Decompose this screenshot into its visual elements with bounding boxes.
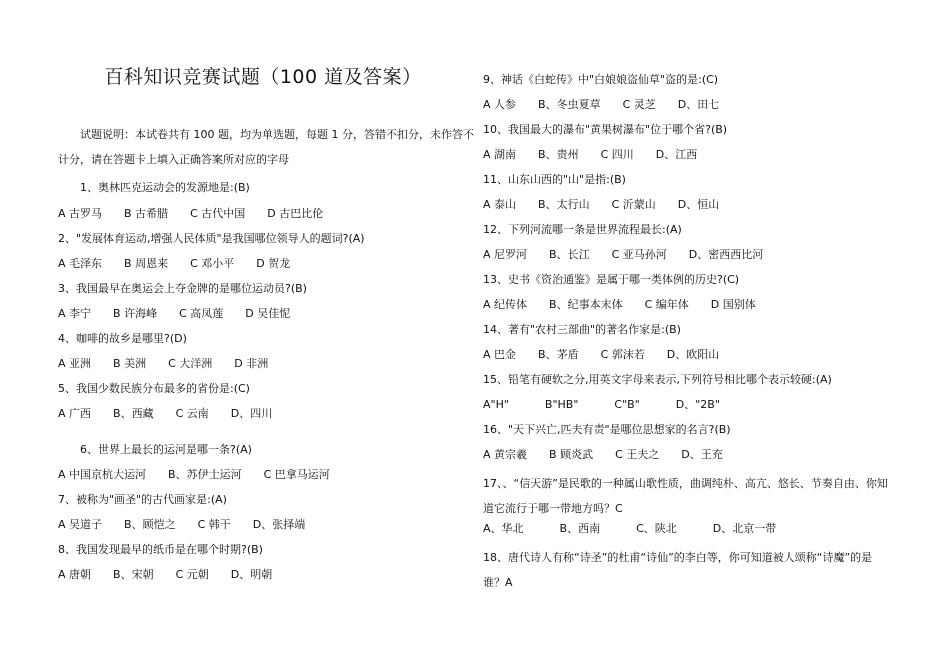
option: B、西南 [559,522,601,535]
option: A、华北 [483,522,524,535]
option: B、顾恺之 [124,518,176,531]
question-12: 12、下列河流哪一条是世界流程最长:(A) [483,223,682,236]
options-4 [58,357,290,371]
question-3: 3、我国最早在奥运会上夺金牌的是哪位运动员?(B) [58,282,307,295]
option: A 人参 [483,98,517,111]
options-16 [483,448,745,462]
option: B、西藏 [113,407,154,420]
question-11: 11、山东山西的"山"是指:(B) [483,173,626,186]
option: A 湖南 [483,148,517,161]
option: B、冬虫夏草 [538,98,601,111]
option: C 编年体 [644,298,689,311]
option: D、江西 [655,148,698,161]
option: A 李宁 [58,307,92,320]
option: A 亚洲 [58,357,92,370]
option: C 邓小平 [190,257,235,270]
option: A 中国京杭大运河 [58,468,147,481]
option: A 古罗马 [58,207,103,220]
option: D、"2B" [675,398,720,411]
option: A 泰山 [483,198,517,211]
option: C 云南 [175,407,209,420]
option: B、长江 [549,248,590,261]
question-1: 1、奥林匹克运动会的发源地是:(B) [80,181,250,194]
option: C 韩干 [197,518,231,531]
option: D、欧阳山 [666,348,720,361]
option: D、张择端 [252,518,306,531]
option: A 尼罗河 [483,248,528,261]
option: B 古希腊 [124,207,169,220]
option: C 亚马孙河 [611,248,667,261]
option: C 大洋洲 [168,357,213,370]
option: B 许海峰 [113,307,158,320]
option: B、茅盾 [538,348,579,361]
option: A 黄宗羲 [483,448,528,461]
option: B、贵州 [538,148,579,161]
options-7 [58,518,327,532]
option: D、王充 [681,448,723,461]
option: C 郭沫若 [600,348,645,361]
option: B、纪事本末体 [549,298,623,311]
option: D、明朝 [230,568,273,581]
option: D、恒山 [677,198,720,211]
question-6: 6、世界上最长的运河是哪一条?(A) [80,443,252,456]
options-10 [483,148,719,162]
option: B 顾炎武 [549,448,594,461]
option: B、苏伊士运河 [168,468,242,481]
option: C"B" [614,398,640,411]
question-13: 13、史书《资治通鉴》是属于哪一类体例的历史?(C) [483,273,740,286]
option: C 沂蒙山 [611,198,656,211]
options-1 [58,207,345,221]
option: D、田七 [677,98,720,111]
option: D、四川 [230,407,273,420]
question-9: 9、神话《白蛇传》中"白娘娘盗仙草"盗的是:(C) [483,73,719,86]
intro-text [58,122,478,172]
question-8: 8、我国发现最早的纸币是在哪个时期?(B) [58,543,263,556]
option: B 周恩来 [124,257,169,270]
option: D、密西西比河 [688,248,764,261]
option: A 广西 [58,407,92,420]
option: D 非洲 [234,357,269,370]
option: C 王夫之 [615,448,660,461]
options-17 [483,522,812,536]
question-14: 14、著有"农村三部曲"的著名作家是:(B) [483,323,681,336]
options-9 [483,98,741,112]
option: C 古代中国 [190,207,246,220]
option: C 四川 [600,148,634,161]
option: C 灵芝 [622,98,656,111]
question-10: 10、我国最大的瀑布"黄果树瀑布"位于哪个省?(B) [483,123,728,136]
options-6 [58,468,352,482]
option: D 国别体 [710,298,756,311]
option: C 元朝 [175,568,209,581]
options-15 [483,398,756,412]
options-12 [483,248,785,262]
options-13 [483,298,778,312]
option: D、北京一带 [712,522,777,535]
question-2: 2、"发展体育运动,增强人民体质"是我国哪位领导人的题词?(A) [58,232,365,245]
option: C 巴拿马运河 [263,468,330,481]
option: D 古巴比伦 [267,207,324,220]
question-17: 17、、“信天游”是民歌的一种属山歌性质，曲调纯朴、高亢、悠长、节奏自由、你知道它流行于哪一带地方吗？C [483,477,888,515]
intro-body: 试题说明：本试卷共有 100 题，均为单选题，每题 1 分，答错不扣分，未作答不计分，请在答题卡上填入正确答案所对应的字母 [58,128,474,166]
option: D 吴佳怩 [245,307,291,320]
question-18: 18、唐代诗人有称“诗圣”的杜甫“诗仙”的李白等，你可知道被人颂称“诗魔”的是谁？A [483,551,873,589]
options-5 [58,407,294,421]
options-3 [58,307,312,321]
options-8 [58,568,294,582]
option: A 吴道子 [58,518,103,531]
option: A 纪传体 [483,298,528,311]
page-title: 百科知识竞赛试题（100 道及答案） [104,66,422,88]
options-11 [483,198,741,212]
options-14 [483,348,741,362]
question-4: 4、咖啡的故乡是哪里?(D) [58,332,187,345]
question-7: 7、被称为"画圣"的古代画家是:(A) [58,493,227,506]
question-15: 15、铅笔有硬软之分,用英文字母来表示,下列符号相比哪个表示较硬:(A) [483,373,832,386]
option: D 贺龙 [256,257,291,270]
option: B"HB" [544,398,579,411]
option: C、陕北 [636,522,677,535]
option: C 高凤莲 [179,307,224,320]
option: A 毛泽东 [58,257,103,270]
question-5: 5、我国少数民族分布最多的省份是:(C) [58,382,250,395]
question-16: 16、"天下兴亡,匹夫有责"是哪位思想家的名言?(B) [483,423,731,436]
option: B、宋朝 [113,568,154,581]
options-2 [58,257,312,271]
option: B、太行山 [538,198,590,211]
option: A 巴金 [483,348,517,361]
option: B 美洲 [113,357,147,370]
option: A"H" [483,398,509,411]
option: A 唐朝 [58,568,92,581]
